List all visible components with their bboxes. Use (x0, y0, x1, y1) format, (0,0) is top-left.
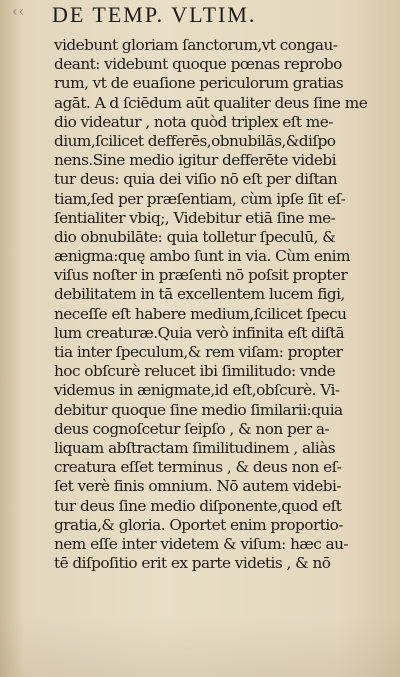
text-line: neceſſe eſt habere medium,ſcilicet ſpecu (54, 304, 347, 323)
text-line: deus cognoſcetur ſeipſo , & non per a- (54, 419, 330, 438)
text-line: tur deus: quia dei viſio nō eſt per diſtan (54, 170, 338, 189)
text-line: ſentialiter vbiq;, Videbitur etiā ſine me- (54, 208, 336, 227)
text-line: rum, vt de euaſione periculorum gratias (54, 74, 344, 93)
text-line: viſus noſter in præſenti nō poſsit propter (54, 266, 348, 285)
body-text (54, 36, 386, 573)
text-line: nens.Sine medio igitur defferēte videbi (54, 151, 336, 170)
text-line: dio obnubilāte: quia tolletur ſpeculū, & (54, 227, 336, 246)
text-line: debitur quoque ſine medio ſimilarii:quia (54, 400, 343, 419)
text-line: tur deus ſine medio diſponente,quod eſt (54, 496, 342, 515)
text-line: gratia,& gloria. Oportet enim proportio- (54, 515, 343, 534)
text-line: ſet verè finis omnium. Nō autem videbi- (54, 477, 341, 496)
text-line: deant: videbunt quoque pœnas reprobo (54, 55, 342, 74)
text-line: videmus in ænigmate,id eſt,obſcurè. Vi- (54, 381, 340, 400)
text-line: hoc obſcurè relucet ibi ſimilitudo: vnde (54, 362, 336, 381)
text-line: videbunt gloriam ſanctorum,vt congau- (54, 36, 338, 54)
text-line: ænigma:quę ambo ſunt in via. Cùm enim (54, 247, 350, 266)
text-line: tiam,ſed per præſentiam, cùm ipſe ſit eſ- (54, 189, 346, 208)
text-line: dio videatur , nota quòd triplex eſt me- (54, 112, 333, 131)
text-line: creatura eſſet terminus , & deus non eſ- (54, 458, 342, 477)
folio-mark: ‹‹ (12, 4, 26, 20)
text-line: liquam abſtractam ſimilitudinem , aliàs (54, 438, 336, 457)
text-line: tia inter ſpeculum,& rem viſam: propter (54, 343, 343, 361)
text-line: agāt. A d ſciēdum aūt qualiter deus ſine me (54, 93, 368, 112)
text-line: debilitatem in tā excellentem lucem figi, (54, 285, 345, 304)
text-line: lum creaturæ.Quia verò infinita eſt diſtā (54, 323, 345, 342)
text-line: nem eſſe inter videtem & viſum: hæc au- (54, 534, 349, 553)
page-edge-shadow (0, 617, 400, 677)
running-title: DE TEMP. VLTIM. (52, 2, 257, 27)
text-line: tē diſpoſitio erit ex parte videtis , & nō (54, 554, 331, 573)
text-line: dium,ſcilicet defferēs,obnubilās,&diſpo (54, 131, 336, 150)
